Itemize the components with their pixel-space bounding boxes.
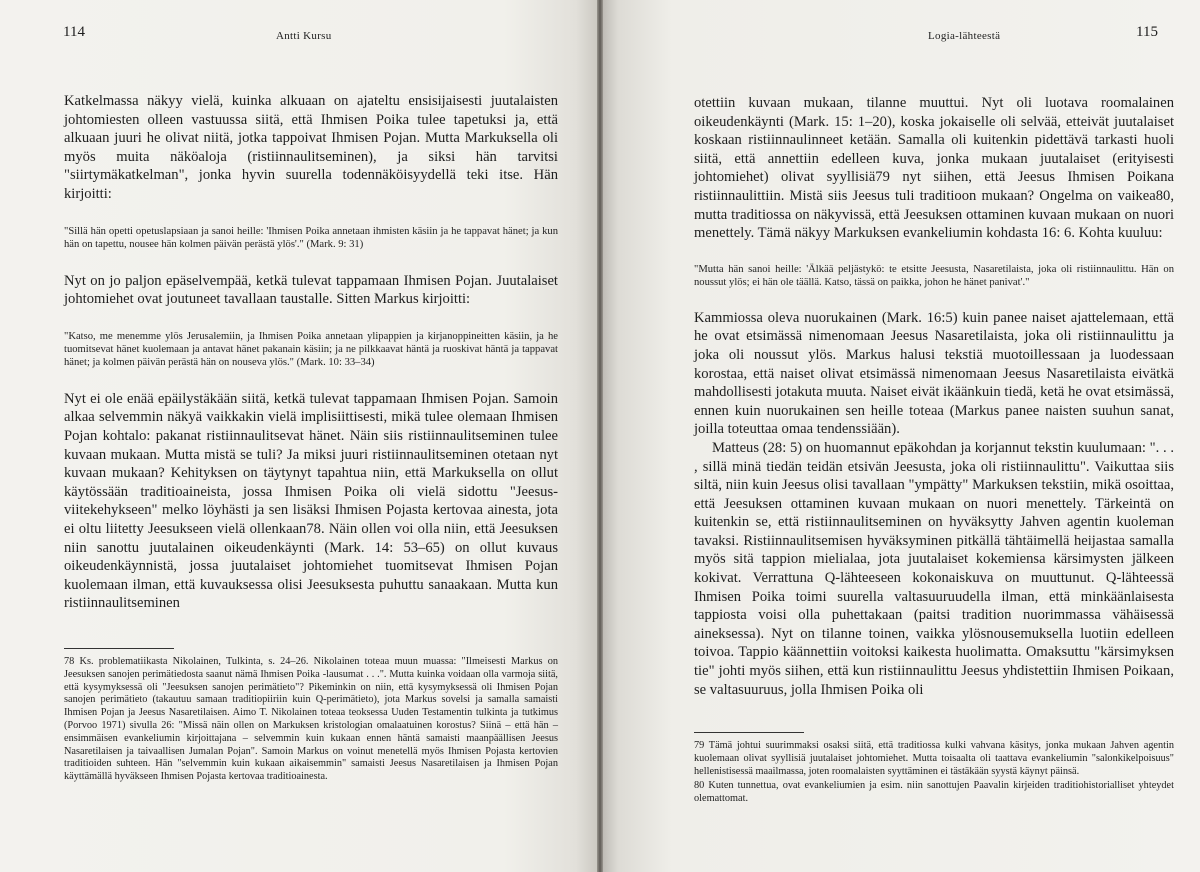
right-page-body bbox=[694, 94, 1174, 699]
right-quote-mark-16-6: "Mutta hän sanoi heille: 'Älkää peljästykö: te etsitte Jeesusta, Nasaretilaista, joka oli ristiinnaulittu. Hän on noussut ylös; ei hän ole täällä. Katso, tässä on paikka, johon he hänet panivat'." bbox=[694, 263, 1174, 288]
right-paragraph-2: Kammiossa oleva nuorukainen (Mark. 16:5) kuin panee naiset ajattelemaan, että he ovat etsimässä nimenomaan Jeesus Nasaretilaista, joka oli ristiinnaulittu ja joka oli noussut ylös. Markus halusi tekstiä muotoillessaan ja luodessaan korostaa, että naiset olivat etsimässä nimenomaan Jeesus Nasaretilaista eivätkä mahdollisesti jotakuta muuta. Naiset eivät ikäänkuin tiedä, ketä he ovat etsimässä, ennen kuin nuorukainen sen heille toteaa (Markus panee naisten suuhun sanat, joilla toteuttaa omaa tendenssiään). bbox=[694, 309, 1174, 438]
right-footnotes bbox=[694, 740, 1174, 808]
right-page-number: 115 bbox=[1136, 24, 1158, 40]
footnote-79: 79 Tämä johtui suurimmaksi osaksi siitä, että traditiossa kulki vahvana käsitys, jonka mukaan Jahven agentin kuolemaan olivat syyllisiä juutalaiset johtomiehet. Mutta toisaalta oli taattava evankeliumin "salonkikelpoisuus" hellenistisessä maailmassa, joten roomalaisten syyttäminen ei tästäkään syystä käynyt päinsä. bbox=[694, 740, 1174, 777]
left-page-body bbox=[64, 92, 558, 613]
right-running-head: Logia-lähteestä bbox=[928, 30, 1001, 42]
left-page-number: 114 bbox=[63, 24, 85, 40]
left-running-head: Antti Kursu bbox=[276, 30, 332, 42]
left-paragraph-1: Katkelmassa näkyy vielä, kuinka alkuaan on ajateltu ensisijaisesti juutalaisten johtomiesten olleen vastuussa siitä, että Ihmisen Poika tulee tapetuksi ja, että alkuaan juuri he olivat niitä, jotka tappoivat Ihmisen Pojan. Mutta Markuksella oli myös muita näköaloja (ristiinnaulitseminen), ja siksi hän tarvitsi "siirtymäkatkelman", jonka hyvin suurella todennäköisyydellä teki itse. Hän kirjoitti: bbox=[64, 93, 558, 202]
left-quote-mark-10-33: "Katso, me menemme ylös Jerusalemiin, ja Ihmisen Poika annetaan ylipappien ja kirjanoppineitten käsiin, ja he tuomitsevat hänet kuolemaan ja antavat hänet pakanain käsiin; ja ne pilkkaavat häntä ja ruoskivat häntä ja tappavat hänet; ja kolmen päivän perästä hän on nouseva ylös." (Mark. 10: 33–34) bbox=[64, 330, 558, 368]
right-footnote-rule bbox=[694, 732, 804, 733]
left-paragraph-3: Nyt ei ole enää epäilystäkään siitä, ketkä tulevat tappamaan Ihmisen Pojan. Samoin alkaa selvemmin näkyä vaikkakin vielä implisiittisesti, mikä tulee olemaan Ihmisen Pojan kohtalo: pakanat ristiinnaulitsevat hänet. Näin siis ristiinnaulitseminen tulee kuvaan mukaan. Mutta mistä se tuli? Ja miksi juuri ristiinnaulitseminen otetaan nyt kuvaan mukaan? Kehityksen on täytynyt tapahtua niin, että Markuksella on ollut käytössään traditioaineista, jossa Ihmisen Poika oli vielä sidottu "Jeesus-viitekehykseen" melko löyhästi ja sen lisäksi Ihmisen Pojasta kertovaa ainesta, jota ei oltu liitetty Jeesukseen vielä ollenkaan78. Näin ollen voi olla niin, että Jeesuksen niin sanottu juutalainen oikeudenkäynti (Mark. 14: 53–65) on ollut kuvaus oikeudenkäynnistä, jossa juutalaiset johtomiehet tuomitsevat Ihmisen Pojan kuolemaan ilman, että kuvauksessa olisi Jeesuksesta puhuttu sanaakaan. Mutta kun ristiinnaulitseminen bbox=[64, 390, 558, 612]
right-page bbox=[600, 0, 1200, 872]
left-footnotes bbox=[64, 656, 558, 786]
left-paragraph-2: Nyt on jo paljon epäselvempää, ketkä tulevat tappamaan Ihmisen Pojan. Juutalaiset johtomiehet ovat joutuneet tavallaan taustalle. Sitten Markus kirjoitti: bbox=[64, 272, 558, 308]
left-quote-mark-9-31: "Sillä hän opetti opetuslapsiaan ja sanoi heille: 'Ihmisen Poika annetaan ihmisten käsiin ja he tappavat hänet; ja kun hän on tapettu, nousee hän kolmen päivän perästä ylös'." (Mark. 9: 31) bbox=[64, 225, 558, 250]
footnote-80: 80 Kuten tunnettua, ovat evankeliumien ja esim. niin sanottujen Paavalin kirjeiden traditiohistorialliset yhteydet olemattomat. bbox=[694, 780, 1174, 805]
right-paragraph-1: otettiin kuvaan mukaan, tilanne muuttui. Nyt oli luotava roomalainen oikeudenkäynti (Mark. 15: 1–20), koska jokaiselle oli selvää, etteivät juutalaiset koskaan ristiinnaulinneet ketään. Samalla oli kuitenkin pidettävä tarkasti huoli siitä, että annettiin edelleen kuva, jonka mukaan juutalaiset (erityisesti johtomiehet) olivat syyllisiä79 nyt siihen, että Jeesus Ihmisen Poikana ristiinnaulittiin. Mistä siis Jeesus tuli traditioon mukaan? Ongelma on vaikea80, mutta traditiossa on näkyvissä, että Jeesuksen ottaminen kuvaan mukaan on nuori menettely. Tämä näkyy Markuksen evankeliumin kohdasta 16: 6. Kohta kuuluu: bbox=[694, 95, 1174, 242]
footnote-78: 78 Ks. problematiikasta Nikolainen, Tulkinta, s. 24–26. Nikolainen toteaa muun muassa: "Ilmeisesti Markus on Jeesuksen sanojen perimätiedosta saanut nämä Ihmisen Poika -lausumat . . .". Mutta kuinka voidaan olla varmoja siitä, että kysymyksessä oli "Jeesuksen sanojen perimätieto"? Pikeminkin on niin, että kysymyksessä oli Ihmisen Pojan sanojen perimätieto (takautuu samaan traditiopiiriin kuin Q-perimätieto), jota Markus sovelsi ja samalla samaisti Ihmisen Pojan ja Jeesus Nasaretilaisen. Aimo T. Nikolainen toteaa teoksessa Uuden Testamentin tulkinta ja tutkimus (Porvoo 1971) sivulla 26: "Missä näin ollen on Markuksen kristologian omalaatuinen korostus? Siinä – että hän – ensimmäisen evankeliumin kirjoittajana – selvemmin kuin kukaan ennen häntä samaisti maanpäällisen Jeesus Nasaretilaisen ja taivaallisen Jumalan Pojan". Samoin Markus on voinut menetellä myös Ihmisen Pojasta kertovien traditioiden suhteen. Hän "selvemmin kuin kukaan aikaisemmin" samaisti Jeesus Nasaretilaisen ja Ihmisen Pojan käyttämällä hyväkseen Ihmisen Pojasta kertovaa traditioainesta. bbox=[64, 656, 558, 783]
left-footnote-rule bbox=[64, 648, 174, 649]
right-paragraph-3: Matteus (28: 5) on huomannut epäkohdan ja korjannut tekstin kuulumaan: ". . . , sillä minä tiedän teidän etsivän Jeesusta, joka oli ristiinnaulittu". Vaikuttaa siis siltä, niin kuin Jeesus olisi tavallaan "ympätty" Markuksen tekstiin, mikä osoittaa, että Jeesuksen ottaminen kuvaan mukaan on nuori menettely. Tärkeintä on kuitenkin se, että ristiinnaulitseminen on hyväksytty Jahven agentin kuoleman tavaksi. Ristiinnaulitsemisen hyväksyminen pitkällä tähtäimellä heijastaa samalla myös sitä tappion mielialaa, jota juutalaiset kokemiensa kärsimysten jälkeen kokivat. Verrattuna Q-lähteeseen kokonaiskuva on muuttunut. Q-lähteessä Ihmisen Poika toimi suurella valtasuuruudella ilman, että minkäänlaisesta tappiosta voisi olla puhettakaan (paitsi tradition nuorimmassa vähäisessä aineksessa). Nyt on tilanne toinen, vaikka ylösnousemuksella luotiin edelleen toivoa. Tappio käännettiin voitoksi kaikesta huolimatta. Omaksuttu "kärsimyksen tie" johti myös siihen, että kun ristiinnaulittu Jeesus yhdistettiin Ihmisen Poikaan, se valtasuuruus, jolla Ihmisen Poika oli bbox=[694, 439, 1174, 698]
book-gutter bbox=[597, 0, 603, 872]
